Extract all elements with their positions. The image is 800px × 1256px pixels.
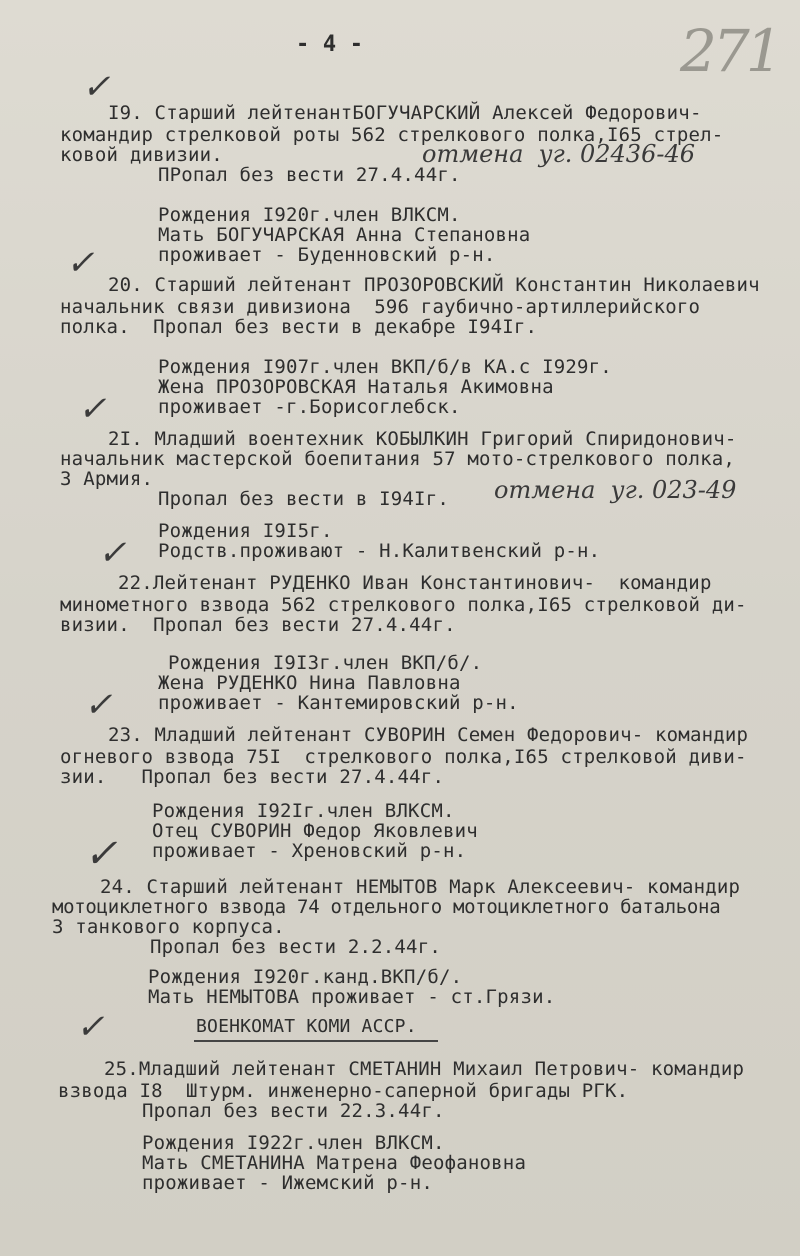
entry-21-line-6: Родств.проживают - Н.Калитвенский р-н. (158, 540, 601, 562)
entry-24-line-6: Мать НЕМЫТОВА проживает - ст.Грязи. (148, 986, 556, 1008)
entry-20-line-5: Жена ПРОЗОРОВСКАЯ Наталья Акимовна (158, 376, 554, 398)
entry-25-line-5: Мать СМЕТАНИНА Матрена Феофановна (142, 1152, 527, 1174)
check-mark-icon: ✓ (66, 243, 95, 283)
entry-19-line-4: ПРопал без вести 27.4.44г. (158, 164, 461, 186)
entry-24-line-2: мотоциклетного взвода 74 отдельного мотоциклетного батальона (52, 896, 721, 918)
entry-23-line-2: огневого взвода 75I стрелкового полка,I65 стрелковой диви- (60, 746, 747, 768)
check-mark-icon: ✓ (82, 67, 111, 107)
check-mark-icon: ✓ (98, 533, 127, 573)
entry-20-line-6: проживает -г.Борисоглебск. (158, 396, 461, 418)
entry-23-line-4: Рождения I92Iг.член ВЛКСМ. (152, 800, 455, 822)
check-mark-icon: ✓ (84, 831, 118, 877)
check-mark-icon: ✓ (76, 1007, 105, 1047)
entry-25-line-2: взвода I8 Штурм. инженерно-саперной бригады РГК. (58, 1080, 629, 1102)
entry-20-line-2: начальник связи дивизиона 596 гаубично-артиллерийского (60, 296, 701, 318)
entry-20-line-3: полка. Пропал без вести в декабре I94Iг. (60, 316, 538, 338)
entry-23-line-6: проживает - Хреновский р-н. (152, 840, 467, 862)
entry-23-line-5: Отец СУВОРИН Федор Яковлевич (152, 820, 478, 842)
section-heading-underline (194, 1040, 438, 1042)
section-heading: ВОЕНКОМАТ КОМИ АССР. (196, 1016, 417, 1037)
entry-22-line-2: минометного взвода 562 стрелкового полка,I65 стрелковой ди- (60, 594, 747, 616)
archive-number: 271 (680, 17, 779, 85)
entry-20-line-4: Рождения I907г.член ВКП/б/в КА.с I929г. (158, 356, 612, 378)
entry-22-line-4: Рождения I9I3г.член ВКП/б/. (168, 652, 483, 674)
entry-19-line-6: Мать БОГУЧАРСКАЯ Анна Степановна (158, 224, 531, 246)
entry-19-line-1: I9. Старший лейтенантБОГУЧАРСКИЙ Алексей Федорович- (108, 102, 702, 124)
entry-23-line-3: зии. Пропал без вести 27.4.44г. (60, 766, 445, 788)
entry-19-line-3: ковой дивизии. (60, 144, 223, 166)
entry-22-line-5: Жена РУДЕНКО Нина Павловна (158, 672, 461, 694)
entry-22-line-6: проживает - Кантемировский р-н. (158, 692, 519, 714)
entry-24-line-4: Пропал без вести 2.2.44г. (150, 936, 441, 958)
check-mark-icon: ✓ (78, 389, 107, 429)
entry-20-line-1: 20. Старший лейтенант ПРОЗОРОВСКИЙ Константин Николаевич (108, 274, 760, 296)
entry-24-line-1: 24. Старший лейтенант НЕМЫТОВ Марк Алексеевич- командир (100, 876, 741, 898)
entry-21-line-5: Рождения I9I5г. (158, 520, 333, 542)
entry-21-line-2: начальник мастерской боепитания 57 мото-стрелкового полка, (60, 448, 736, 470)
handwritten-note-19: отмена уг. 02436-46 (422, 140, 695, 168)
entry-21-line-4: Пропал без вести в I94Iг. (158, 488, 449, 510)
entry-21-line-1: 2I. Младший воентехник КОБЫЛКИН Григорий Спиридонович- (108, 428, 737, 450)
entry-25-line-3: Пропал без вести 22.3.44г. (142, 1100, 445, 1122)
entry-22-line-3: визии. Пропал без вести 27.4.44г. (60, 614, 456, 636)
entry-22-line-1: 22.Лейтенант РУДЕНКО Иван Константинович- командир (118, 572, 712, 594)
handwritten-note-21: отмена уг. 023-49 (494, 476, 737, 504)
entry-25-line-4: Рождения I922г.член ВЛКСМ. (142, 1132, 445, 1154)
entry-24-line-3: 3 танкового корпуса. (52, 916, 285, 938)
check-mark-icon: ✓ (84, 685, 113, 725)
entry-21-line-3: 3 Армия. (60, 468, 154, 490)
entry-19-line-5: Рождения I920г.член ВЛКСМ. (158, 204, 461, 226)
entry-19-line-7: проживает - Буденновский р-н. (158, 244, 496, 266)
entry-19-line-2: командир стрелковой роты 562 стрелкового полка,I65 стрел- (60, 124, 724, 146)
entry-23-line-1: 23. Младший лейтенант СУВОРИН Семен Федорович- командир (108, 724, 749, 746)
page-number: - 4 - (296, 32, 364, 57)
entry-24-line-5: Рождения I920г.канд.ВКП/б/. (148, 966, 463, 988)
entry-25-line-6: проживает - Ижемский р-н. (142, 1172, 433, 1194)
entry-25-line-1: 25.Младший лейтенант СМЕТАНИН Михаил Петрович- командир (104, 1058, 745, 1080)
